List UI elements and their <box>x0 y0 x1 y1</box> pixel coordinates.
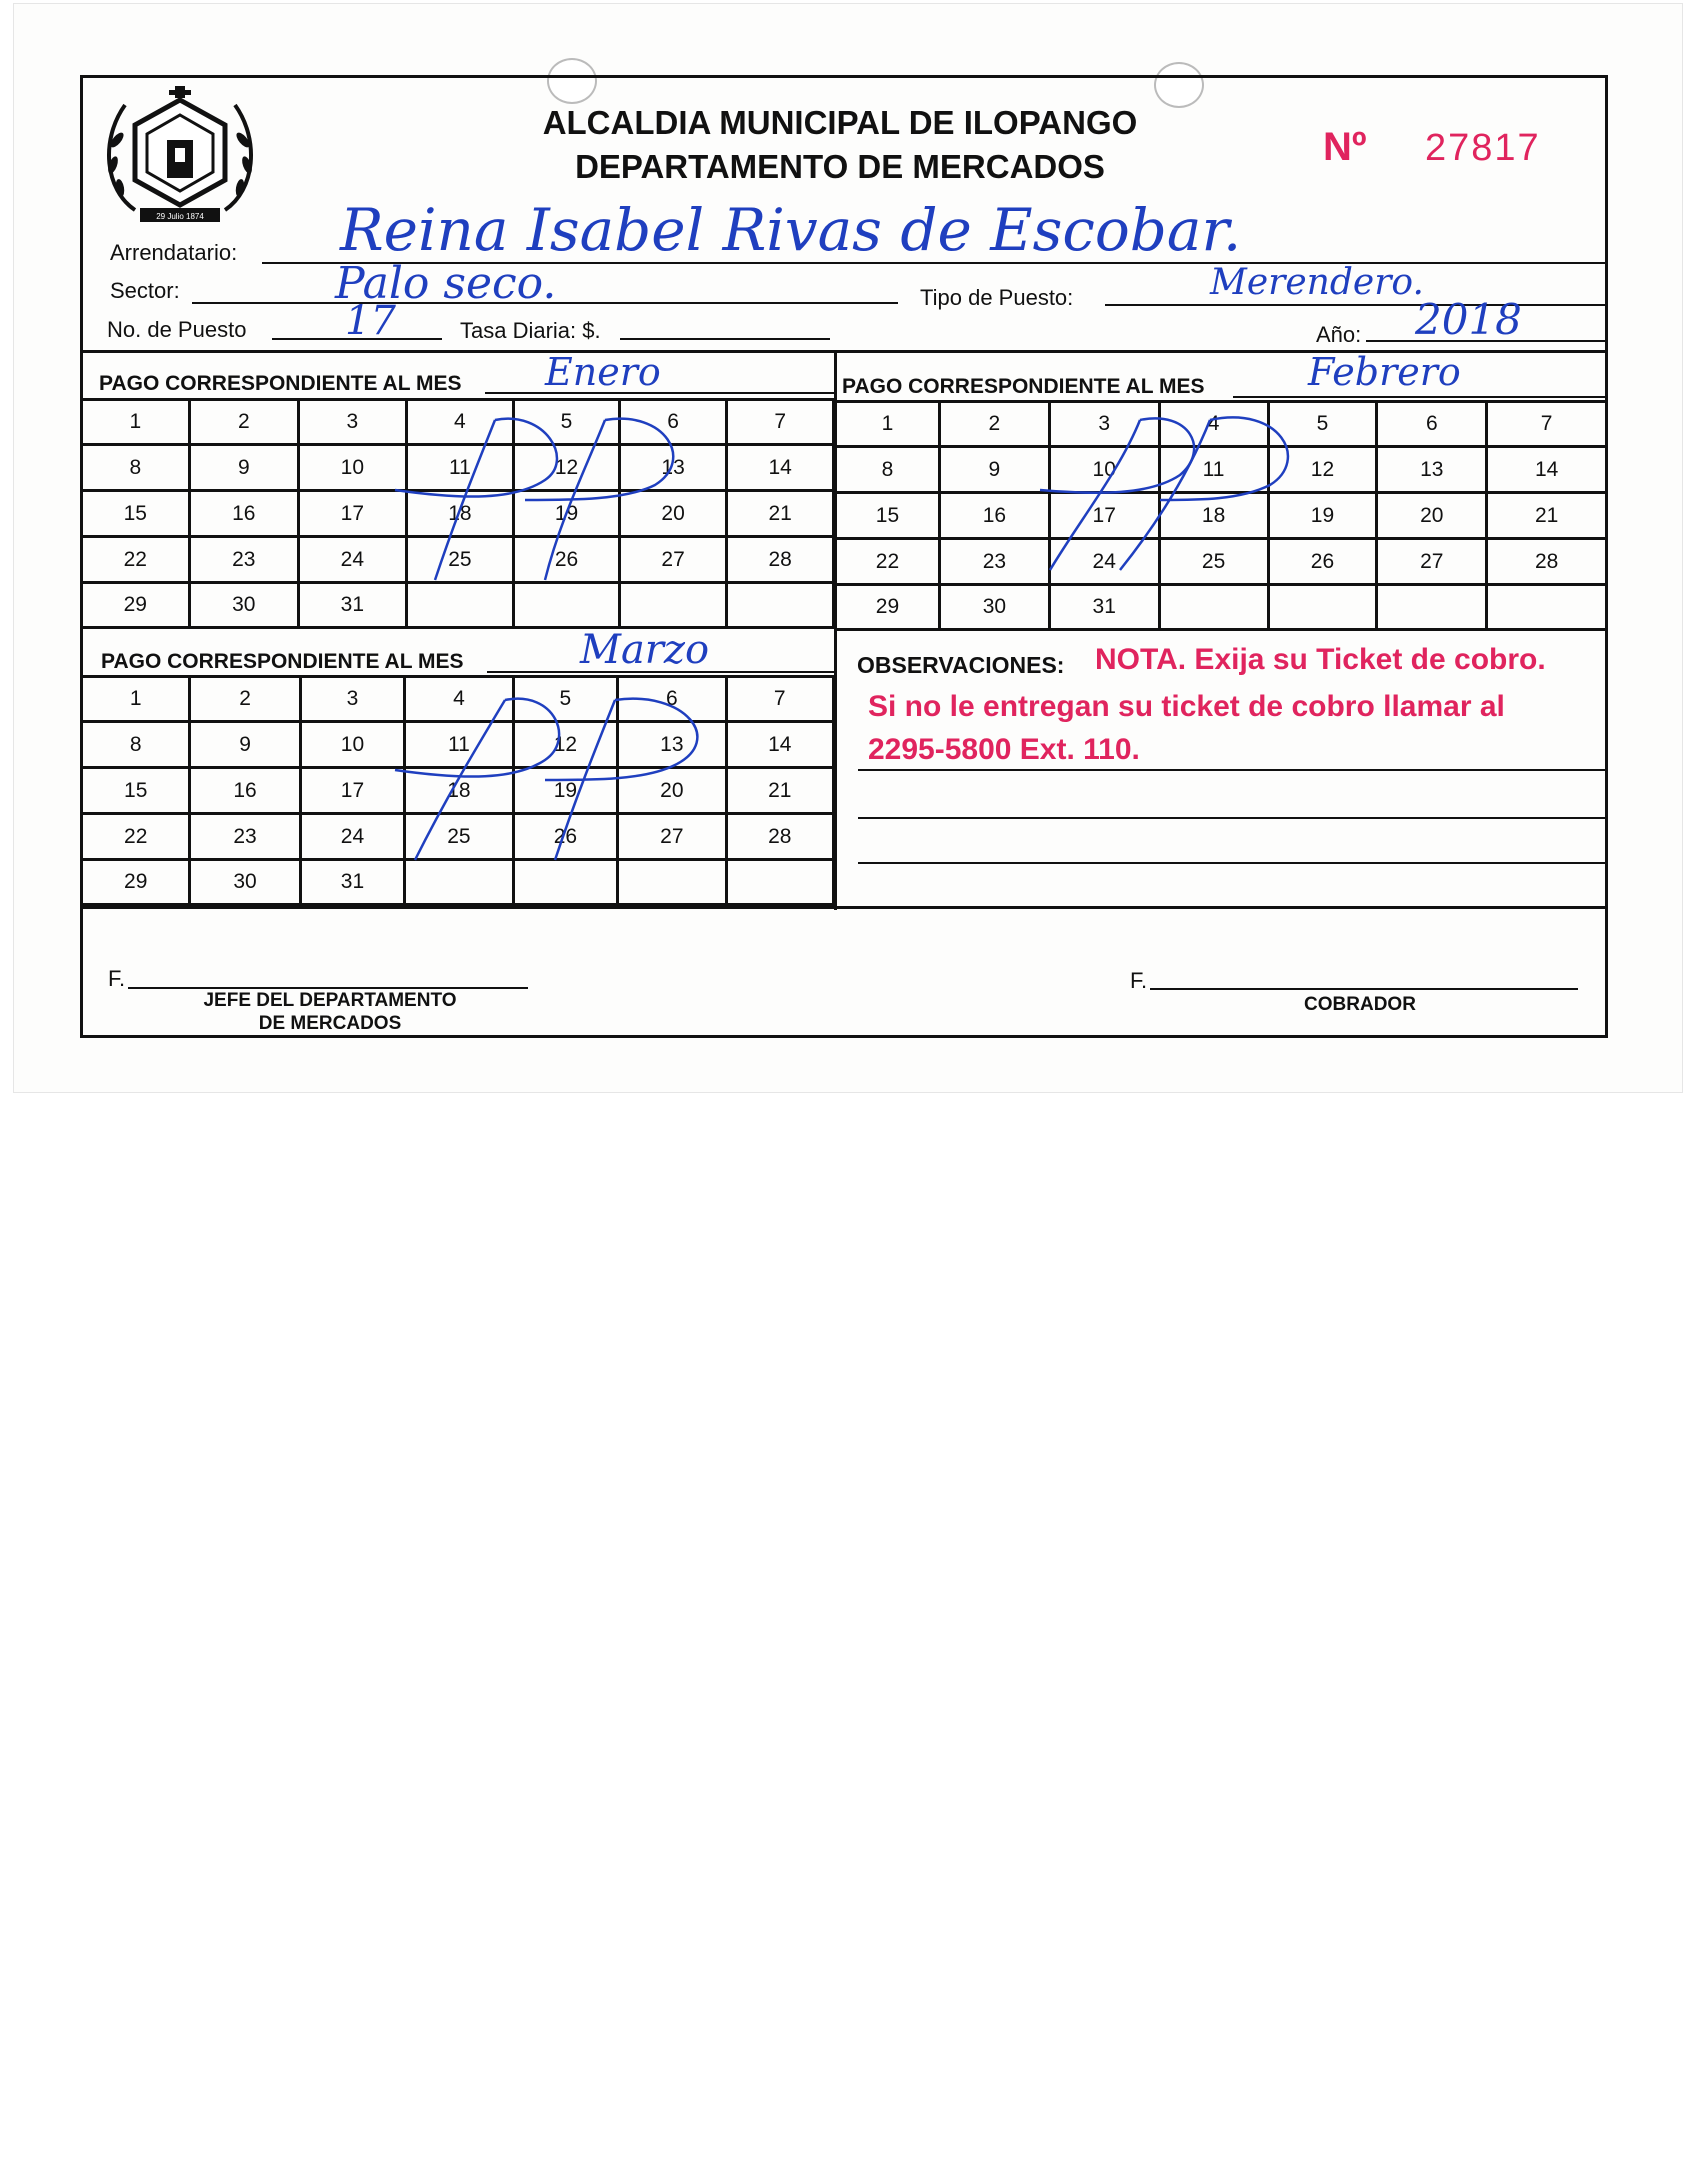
signature-title-left-1: JEFE DEL DEPARTAMENTO <box>203 990 457 1011</box>
calendar-day-cell[interactable]: 23 <box>190 814 300 860</box>
note-line-2: Si no le entregan su ticket de cobro llamar al <box>868 690 1505 723</box>
calendar-day-cell[interactable]: 7 <box>727 400 834 445</box>
month-label-2: PAGO CORRESPONDIENTE AL MES <box>842 375 1205 398</box>
calendar-day-cell[interactable]: 5 <box>1268 402 1377 447</box>
svg-text:29 Julio 1874: 29 Julio 1874 <box>156 212 204 221</box>
calendar-day-cell[interactable]: 27 <box>1377 539 1487 585</box>
signature-prefix-right: F. <box>1130 968 1148 993</box>
calendar-day-cell[interactable]: 28 <box>727 537 834 583</box>
calendar-day-cell[interactable]: 30 <box>939 585 1049 630</box>
calendar-day-cell[interactable]: 20 <box>1377 493 1487 539</box>
calendar-day-cell[interactable] <box>1377 585 1487 630</box>
calendar-day-cell[interactable]: 25 <box>1159 539 1268 585</box>
month-label-3: PAGO CORRESPONDIENTE AL MES <box>101 650 464 673</box>
calendar-day-cell[interactable]: 17 <box>300 768 405 814</box>
signature-line-right <box>1150 988 1578 990</box>
calendar-day-cell[interactable]: 13 <box>618 722 726 768</box>
calendar-day-cell[interactable]: 24 <box>299 537 407 583</box>
calendar-day-cell[interactable]: 8 <box>836 447 940 493</box>
paid-mark-march <box>395 680 755 870</box>
calendar-day-cell[interactable]: 29 <box>82 583 190 628</box>
calendar-day-cell[interactable]: 31 <box>300 860 405 905</box>
tasa-diaria-line <box>620 338 830 340</box>
month-line-2 <box>1233 396 1607 398</box>
paid-mark-february <box>1040 400 1360 590</box>
calendar-day-cell[interactable]: 27 <box>619 537 727 583</box>
calendar-day-cell[interactable]: 19 <box>1268 493 1377 539</box>
calendar-day-cell[interactable]: 24 <box>1049 539 1159 585</box>
calendar-day-cell[interactable]: 14 <box>726 722 833 768</box>
calendar-day-cell[interactable]: 7 <box>1487 402 1607 447</box>
calendar-day-cell[interactable]: 18 <box>406 491 514 537</box>
paid-mark-january <box>395 400 715 590</box>
calendar-day-cell[interactable]: 1 <box>836 402 940 447</box>
calendar-day-cell[interactable]: 22 <box>82 537 190 583</box>
calendar-day-cell[interactable]: 11 <box>1159 447 1268 493</box>
month-value-2[interactable]: Febrero <box>1308 350 1461 394</box>
calendar-day-cell[interactable]: 12 <box>1268 447 1377 493</box>
sector-value[interactable]: Palo seco. <box>335 258 557 309</box>
observaciones-line <box>858 769 1608 771</box>
calendar-day-cell[interactable]: 26 <box>1268 539 1377 585</box>
numero-puesto-value[interactable]: 17 <box>345 298 396 344</box>
signature-prefix-left: F. <box>108 966 126 991</box>
anio-value[interactable]: 2018 <box>1415 295 1522 344</box>
calendar-day-cell[interactable]: 4 <box>1159 402 1268 447</box>
calendar-day-cell[interactable]: 2 <box>189 400 298 445</box>
calendar-day-cell[interactable] <box>1487 585 1607 630</box>
calendar-week-row <box>836 585 1607 630</box>
calendar-day-cell[interactable]: 14 <box>1487 447 1607 493</box>
calendar-day-cell[interactable]: 19 <box>514 491 620 537</box>
calendar-day-cell[interactable]: 10 <box>300 722 405 768</box>
calendar-day-cell[interactable] <box>1268 585 1377 630</box>
calendar-day-cell[interactable]: 18 <box>1159 493 1268 539</box>
calendar-day-cell[interactable]: 25 <box>405 814 513 860</box>
calendar-day-cell[interactable]: 11 <box>405 722 513 768</box>
tasa-diaria-label: Tasa Diaria: $. <box>460 318 601 343</box>
municipal-seal-logo <box>95 80 265 230</box>
calendar-day-cell[interactable]: 9 <box>189 445 298 491</box>
calendar-day-cell[interactable]: 26 <box>513 814 618 860</box>
calendar-day-cell[interactable]: 1 <box>82 677 190 722</box>
calendar-day-cell[interactable]: 6 <box>618 677 726 722</box>
sector-label: Sector: <box>110 278 180 303</box>
calendar-day-cell[interactable]: 14 <box>727 445 834 491</box>
calendar-day-cell[interactable]: 17 <box>1049 493 1159 539</box>
calendar-day-cell[interactable]: 8 <box>82 722 190 768</box>
calendar-day-cell[interactable]: 2 <box>939 402 1049 447</box>
calendar-day-cell[interactable]: 15 <box>82 768 190 814</box>
calendar-day-cell[interactable]: 21 <box>727 491 834 537</box>
municipality-title: ALCALDIA MUNICIPAL DE ILOPANGO <box>542 104 1138 141</box>
calendar-day-cell[interactable]: 15 <box>82 491 190 537</box>
month-label-1: PAGO CORRESPONDIENTE AL MES <box>99 372 462 395</box>
observaciones-line <box>858 817 1608 819</box>
calendar-day-cell[interactable]: 29 <box>82 860 190 905</box>
anio-label: Año: <box>1316 322 1362 347</box>
calendar-day-cell[interactable]: 25 <box>406 537 514 583</box>
calendar-day-cell[interactable]: 7 <box>726 677 833 722</box>
calendar-day-cell[interactable]: 19 <box>513 768 618 814</box>
calendar-day-cell[interactable]: 4 <box>406 400 514 445</box>
signature-line-left <box>128 987 528 989</box>
note-line-3: 2295-5800 Ext. 110. <box>868 733 1140 766</box>
signature-title-left-2: DE MERCADOS <box>258 1013 402 1034</box>
calendar-day-cell[interactable]: 20 <box>618 768 726 814</box>
calendar-day-cell[interactable]: 3 <box>299 400 407 445</box>
month-value-3[interactable]: Marzo <box>580 627 710 673</box>
arrendatario-label: Arrendatario: <box>110 240 238 265</box>
calendar-day-cell[interactable]: 9 <box>939 447 1049 493</box>
tipo-puesto-value[interactable]: Merendero. <box>1210 262 1424 303</box>
calendar-day-cell[interactable]: 20 <box>619 491 727 537</box>
calendar-day-cell[interactable]: 26 <box>514 537 620 583</box>
calendar-day-cell[interactable]: 28 <box>726 814 833 860</box>
calendar-day-cell[interactable]: 12 <box>514 445 620 491</box>
numero-puesto-label: No. de Puesto <box>107 317 247 342</box>
calendar-day-cell[interactable]: 23 <box>939 539 1049 585</box>
note-line-1: NOTA. Exija su Ticket de cobro. <box>1095 643 1546 676</box>
calendar-day-cell[interactable]: 15 <box>836 493 940 539</box>
calendar-day-cell[interactable]: 27 <box>618 814 726 860</box>
tipo-puesto-line <box>1105 304 1607 306</box>
calendar-day-cell[interactable]: 24 <box>300 814 405 860</box>
calendar-day-cell[interactable]: 29 <box>836 585 940 630</box>
calendar-day-cell[interactable]: 17 <box>299 491 407 537</box>
calendar-day-cell[interactable]: 2 <box>190 677 300 722</box>
calendar-day-cell[interactable]: 9 <box>190 722 300 768</box>
calendar-day-cell[interactable]: 31 <box>1049 585 1159 630</box>
calendar-day-cell[interactable]: 10 <box>1049 447 1159 493</box>
signature-title-right: COBRADOR <box>1304 994 1416 1015</box>
tipo-puesto-label: Tipo de Puesto: <box>920 285 1074 310</box>
calendar-day-cell[interactable]: 5 <box>514 400 620 445</box>
calendar-day-cell[interactable] <box>1159 585 1268 630</box>
calendar-day-cell[interactable]: 18 <box>405 768 513 814</box>
calendar-day-cell[interactable]: 5 <box>513 677 618 722</box>
calendar-day-cell[interactable]: 12 <box>513 722 618 768</box>
department-title: DEPARTAMENTO DE MERCADOS <box>575 148 1105 185</box>
month-value-1[interactable]: Enero <box>545 350 661 394</box>
calendar-day-cell[interactable]: 6 <box>619 400 727 445</box>
folio-prefix: Nº <box>1323 125 1367 169</box>
calendar-day-cell[interactable]: 11 <box>406 445 514 491</box>
calendar-day-cell[interactable]: 1 <box>82 400 190 445</box>
calendar-day-cell[interactable]: 21 <box>1487 493 1607 539</box>
arrendatario-value[interactable]: Reina Isabel Rivas de Escobar. <box>340 196 1242 264</box>
calendar-day-cell[interactable]: 30 <box>189 583 298 628</box>
calendar-day-cell[interactable]: 28 <box>1487 539 1607 585</box>
calendar-day-cell[interactable]: 13 <box>619 445 727 491</box>
section-divider <box>80 906 1608 909</box>
calendar-day-cell[interactable]: 16 <box>939 493 1049 539</box>
calendar-day-cell[interactable]: 8 <box>82 445 190 491</box>
calendar-day-cell[interactable]: 22 <box>82 814 190 860</box>
calendar-day-cell[interactable]: 16 <box>190 768 300 814</box>
calendar-day-cell[interactable]: 10 <box>299 445 407 491</box>
calendar-day-cell[interactable] <box>727 583 834 628</box>
calendar-day-cell[interactable]: 13 <box>1377 447 1487 493</box>
calendar-day-cell[interactable]: 31 <box>299 583 407 628</box>
calendar-day-cell[interactable]: 3 <box>1049 402 1159 447</box>
calendar-day-cell[interactable]: 30 <box>190 860 300 905</box>
calendar-day-cell[interactable]: 16 <box>189 491 298 537</box>
calendar-day-cell[interactable]: 4 <box>405 677 513 722</box>
calendar-day-cell[interactable]: 23 <box>189 537 298 583</box>
calendar-day-cell[interactable]: 3 <box>300 677 405 722</box>
calendar-day-cell[interactable]: 6 <box>1377 402 1487 447</box>
observaciones-label: OBSERVACIONES: <box>857 652 1065 678</box>
calendar-day-cell[interactable]: 22 <box>836 539 940 585</box>
folio-number: 27817 <box>1425 127 1541 169</box>
calendar-day-cell[interactable]: 21 <box>726 768 833 814</box>
observaciones-line <box>858 862 1608 864</box>
